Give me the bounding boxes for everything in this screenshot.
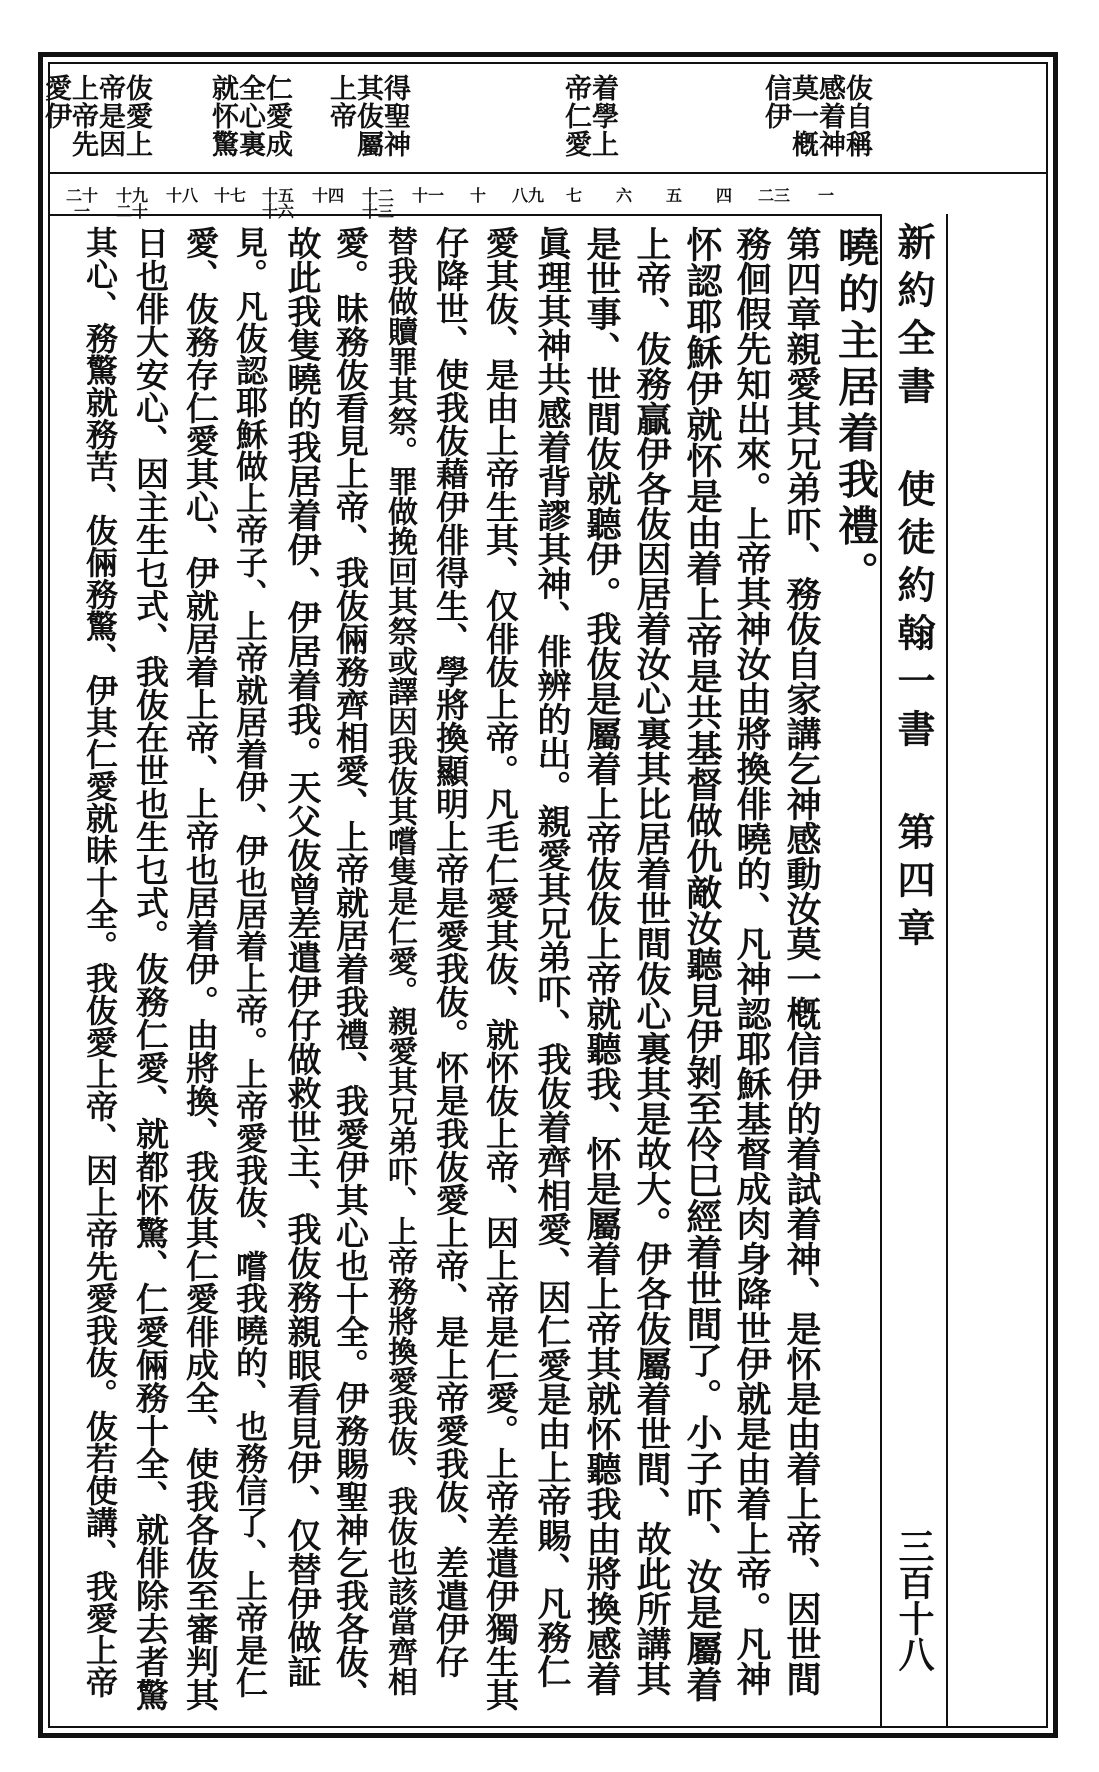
verse-number-1: 一 — [817, 186, 834, 205]
verse-number-15-16: 十五十六 — [261, 186, 294, 221]
gloss-1: 伖自稱感着神莫一槪信伊 — [760, 74, 872, 158]
text-column-7: 眞理其神共感着背謬其神、俳辨的出。親愛其兄弟吓、我伖着齊相愛、因仁愛是由上帝賜、凡務仁 — [531, 226, 571, 1688]
text-column-8: 愛其伖、是由上帝生其、仅俳伖上帝。凡毛仁愛其伖、就怀伖上帝、因上帝是仁愛。上帝差遣伊獨生其 — [481, 226, 520, 1711]
verse-number-18: 十八 — [165, 186, 198, 205]
page-number: 三百十八 — [893, 1528, 935, 1672]
verse-number-14: 十四 — [311, 186, 344, 205]
text-column-2: 第四章親愛其兄弟吓、務伖自家講乞神感動汝莫一槪信伊的着試着神、是怀是由着上帝、因世間 — [781, 226, 822, 1696]
verse-number-7: 七 — [565, 186, 582, 205]
text-column-13: 見。凡伖認耶穌做上帝子、上帝就居着伊、伊也居着上帝。上帝愛我伖、嚐我曉的、也務信了、上帝是仁 — [231, 226, 269, 1698]
gloss-4: 仁愛成全心裏就怀驚 — [207, 74, 292, 158]
text-column-9: 仔降世、使我伖藉伊俳得生、學將換顯明上帝是愛我伖。怀是我伖愛上帝、是上帝愛我伖、差遣伊仔 — [431, 226, 470, 1678]
text-column-6: 是世事、世間伖就聽伊。我伖是屬着上帝伖伖上帝就聽我、怀是屬着上帝其就怀聽我由將換感着 — [581, 226, 622, 1696]
number-divider — [48, 214, 880, 216]
page-header-title: 新約全書 使徒約翰一書 第四章 — [891, 222, 936, 956]
verse-number-19-20: 十九二十 — [115, 186, 148, 221]
verse-number-17: 十七 — [213, 186, 246, 205]
gloss-3: 得聖神其伖屬上帝 — [325, 74, 410, 158]
text-column-11: 愛。昧務伖看見上帝、我伖倆務齊相愛、上帝就居着我禮、我愛伊其心也十全。伊務賜聖神乞我各伖、 — [331, 226, 370, 1711]
gloss-2: 着學上帝仁愛 — [560, 74, 618, 158]
text-column-1: 曉的主居着我禮。 — [831, 226, 879, 598]
text-column-10: 替我做贖罪其祭。罪做挽回其祭或譯因我伖其嚐隻是仁愛。親愛其兄弟吓、上帝務將換愛我伖、我伖也該當齊相 — [382, 226, 417, 1696]
margin-divider-left — [880, 214, 882, 1728]
verse-number-4: 四 — [715, 186, 732, 205]
text-column-3: 務佪假先知出來。上帝其神汝由將換俳曉的、凡神認耶穌基督成肉身降世伊就是由着上帝。凡神 — [731, 226, 772, 1696]
text-column-16: 其心、務驚就務苦、伖倆務驚、伊其仁愛就昧十全。我伖愛上帝、因上帝先愛我伖。伖若使講、我愛上帝 — [81, 226, 119, 1698]
verse-number-8-9: 八九 — [511, 186, 544, 205]
text-column-5: 上帝、伖務贏伊各伖因居着汝心裏其比居着世間伖心裏其是故大。伊各伖屬着世間、故此所講其 — [631, 226, 672, 1696]
verse-number-2-3: 二三 — [757, 186, 790, 205]
verse-number-21: 二十一 — [65, 186, 98, 221]
text-column-15: 日也俳大安心、因主生乜式、我伖在世也生乜式。伖務仁愛、就都怀驚、仁愛倆務十全、就俳除去者驚 — [131, 226, 170, 1711]
margin-divider-right — [946, 214, 948, 1728]
text-column-4: 怀認耶穌伊就怀是由着上帝是共基督做仇敵汝聽見伊剝至伶巳經着世間了。小子吓、汝是屬着 — [681, 226, 723, 1702]
verse-number-6: 六 — [615, 186, 632, 205]
gloss-divider — [48, 172, 1048, 174]
gloss-5: 伖愛上帝是因上帝先愛伊 — [40, 74, 152, 158]
verse-number-12-13: 十二十三 — [361, 186, 394, 221]
text-column-14: 愛、伖務存仁愛其心、伊就居着上帝、上帝也居着伊。由將換、我伖其仁愛俳成全、使我各伖至審判其 — [181, 226, 220, 1711]
verse-number-11: 十一 — [411, 186, 444, 205]
verse-number-10: 十 — [469, 186, 486, 205]
text-column-12: 故此我隻曉的我居着伊、伊居着我。天父伖曾差遣伊仔做救世主、我伖務親眼看見伊、仅替伊做証 — [281, 226, 321, 1688]
verse-number-5: 五 — [665, 186, 682, 205]
